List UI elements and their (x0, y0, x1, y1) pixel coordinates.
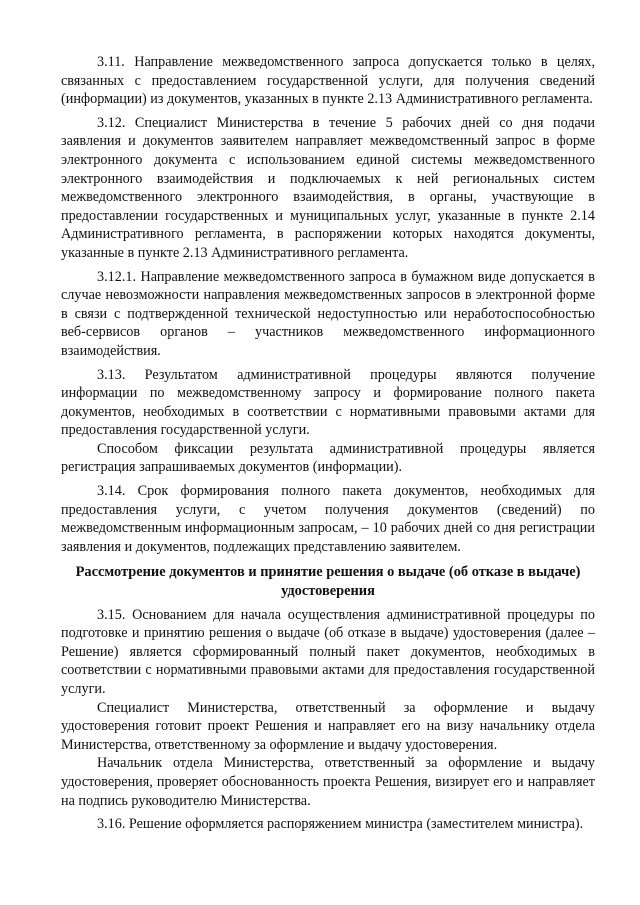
paragraph-3-14: 3.14. Срок формирования полного пакета документов, необходимых для предоставления услуги, с учетом получения документов (сведений) по межведомственным информационным запросам, – 10 рабочих дней со дня регистрации заявления и документов, подлежащих представлению заявителем. (61, 483, 595, 555)
paragraph-specialist: Специалист Министерства, ответственный за оформление и выдачу удостоверения готовит проект Решения и направляет его на визу начальнику отдела Министерства, ответственному за оформление и выдачу удостоверения. (61, 699, 595, 753)
paragraph-department-head: Начальник отдела Министерства, ответственный за оформление и выдачу удостоверения, проверяет обоснованность проекта Решения, визирует его и направляет на подпись руководителю Министерства. (61, 755, 595, 809)
paragraph-3-11: 3.11. Направление межведомственного запроса допускается только в целях, связанных с предоставлением государственной услуги, для получения сведений (информации) из документов, указанных в пункте 2.13 Административного регламента. (61, 54, 595, 108)
paragraph-3-16: 3.16. Решение оформляется распоряжением министра (заместителем министра). (97, 816, 584, 833)
paragraph-3-12-1: 3.12.1. Направление межведомственного запроса в бумажном виде допускается в случае невозможности направления межведомственных запросов в электронной форме в связи с подтвержденной технической недоступностью или неработоспособностью веб-сервисов органов – участников межведомственного информационного взаимодействия. (61, 268, 595, 359)
paragraph-fixation: Способом фиксации результата административной процедуры является регистрация запрашиваемых документов (информации). (61, 440, 595, 476)
document-body (61, 53, 595, 834)
paragraph-3-13: 3.13. Результатом административной процедуры являются получение информации по межведомственному запросу и формирование полного пакета документов, необходимых в соответствии с нормативными правовыми актами для предоставления государственной услуги. (61, 366, 595, 439)
paragraph-3-12: 3.12. Специалист Министерства в течение 5 рабочих дней со дня подачи заявления и документов заявителем направляет межведомственный запрос в форме электронного документа с использованием единой системы межведомственного электронного взаимодействия и подключаемых к ней региональных систем межведомственного электронного взаимодействия, в органы, участвующие в предоставлении государственных и муниципальных услуг, указанные в пункте 2.14 Административного регламента, в распоряжении которых находятся документы, указанные в пункте 2.13 Административного регламента. (61, 114, 595, 261)
paragraph-3-15: 3.15. Основанием для начала осуществления административной процедуры по подготовке и принятию решения о выдаче (об отказе в выдаче) удостоверения (далее – Решение) является сформированный полный пакет документов, необходимых в соответствии с нормативными правовыми актами для предоставления государственной услуги. (61, 606, 595, 697)
section-heading: Рассмотрение документов и принятие решения о выдаче (об отказе в выдаче) удостоверения (75, 564, 581, 600)
